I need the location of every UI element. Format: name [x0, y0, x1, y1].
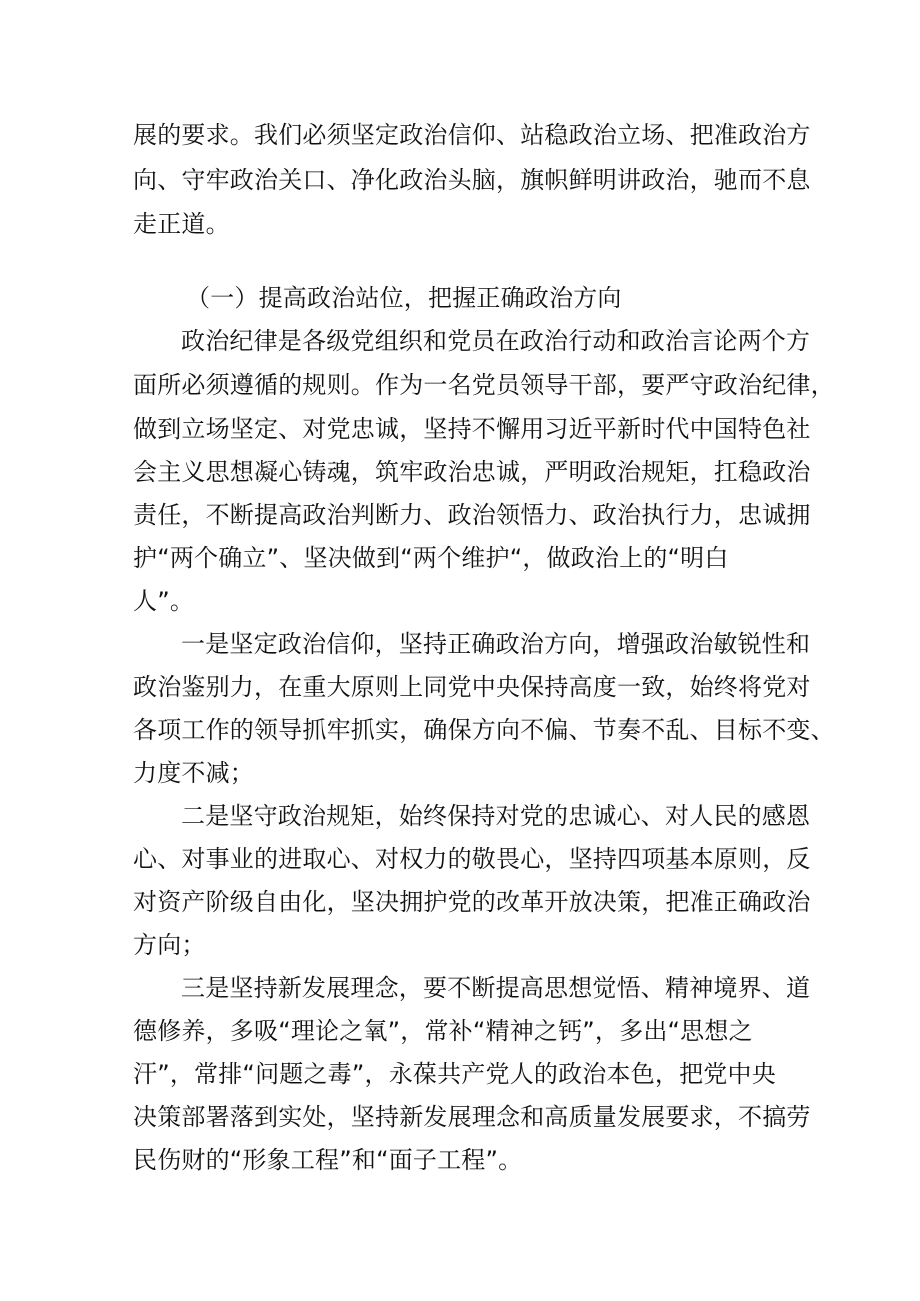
para2-line-3: 各项工作的领导抓牢抓实，确保方向不偏、节奏不乱、目标不变、 [133, 716, 835, 744]
para2-line-4: 力度不减； [133, 759, 254, 787]
para3-line-4: 方向； [133, 931, 206, 959]
para2-line-2: 政治鉴别力，在重大原则上同党中央保持高度一致，始终将党对 [133, 673, 811, 701]
para1-line-6: 护“两个确立”、坚决做到“两个维护“，做政治上的“明白 [133, 544, 729, 572]
para4-line-2: 德修养，多吸“理论之氧”，常补“精神之钙”，多出“思想之 [133, 1017, 753, 1045]
para1-line-1: 政治纪律是各级党组织和党员在政治行动和政治言论两个方 [181, 327, 811, 355]
para4-line-3: 汗”，常排“问题之毒”，永葆共产党人的政治本色，把党中央 [133, 1060, 776, 1088]
para1-line-2: 面所必须遵循的规则。作为一名党员领导干部，要严守政治纪律， [133, 371, 835, 399]
para3-line-3: 对资产阶级自由化，坚决拥护党的改革开放决策，把准正确政治 [133, 888, 811, 916]
para1-line-7: 人”。 [133, 587, 195, 615]
para4-line-5: 民伤财的“形象工程”和“面子工程”。 [133, 1146, 523, 1174]
section-heading: （一）提高政治站位，把握正确政治方向 [186, 284, 622, 312]
intro-line-1: 展的要求。我们必须坚定政治信仰、站稳政治立场、把准政治方 [133, 121, 811, 149]
intro-line-3: 走正道。 [133, 210, 230, 238]
para1-line-5: 责任，不断提高政治判断力、政治领悟力、政治执行力，忠诚拥 [133, 501, 811, 529]
para2-line-1: 一是坚定政治信仰，坚持正确政治方向，增强政治敏锐性和 [181, 630, 811, 658]
para4-line-1: 三是坚持新发展理念，要不断提高思想觉悟、精神境界、道 [181, 974, 811, 1002]
intro-line-2: 向、守牢政治关口、净化政治头脑，旗帜鲜明讲政治，驰而不息 [133, 166, 811, 194]
para1-line-3: 做到立场坚定、对党忠诚，坚持不懈用习近平新时代中国特色社 [133, 415, 811, 443]
para3-line-1: 二是坚守政治规矩，始终保持对党的忠诚心、对人民的感恩 [181, 802, 811, 830]
para1-line-4: 会主义思想凝心铸魂，筑牢政治忠诚，严明政治规矩，扛稳政治 [133, 458, 811, 486]
para3-line-2: 心、对事业的进取心、对权力的敬畏心，坚持四项基本原则，反 [133, 845, 811, 873]
para4-line-4: 决策部署落到实处，坚持新发展理念和高质量发展要求，不搞劳 [133, 1103, 811, 1131]
